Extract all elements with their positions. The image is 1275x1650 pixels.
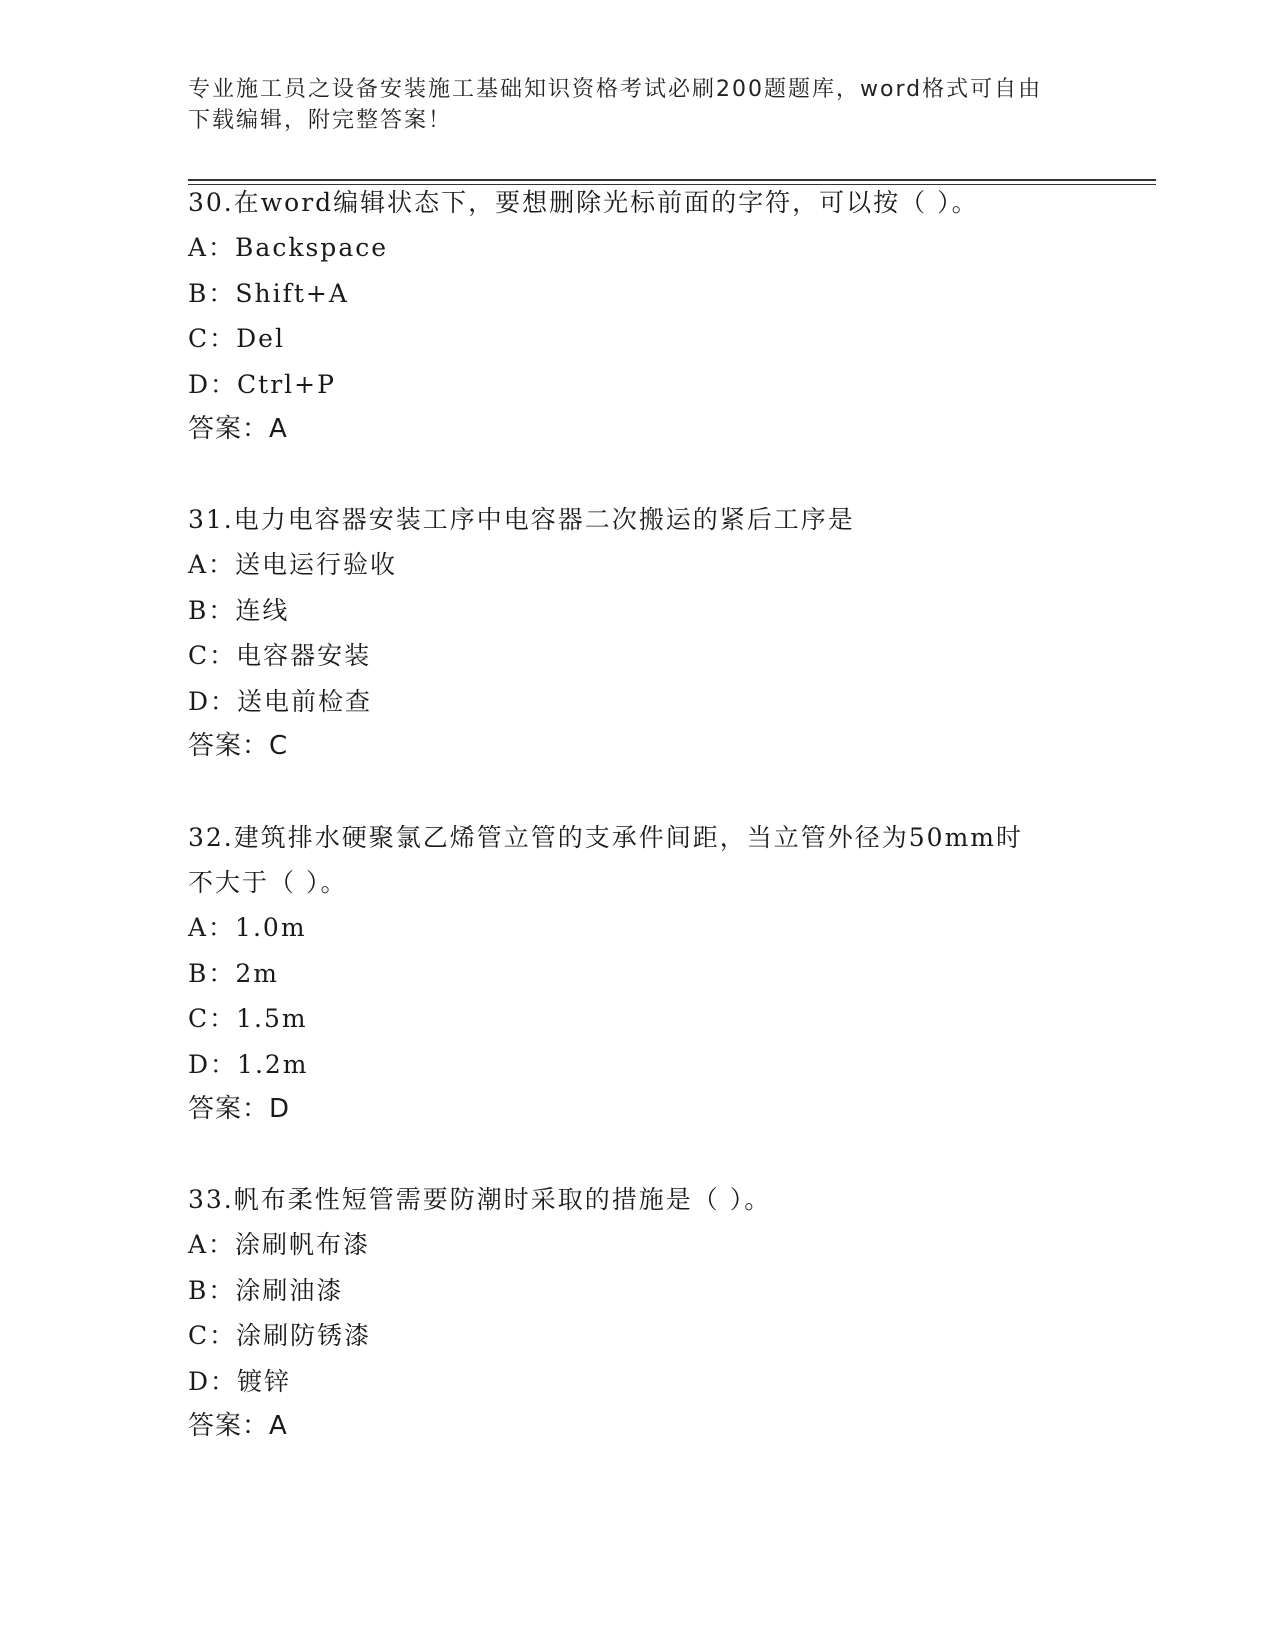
question-stem-line-2: 不大于（ ）。 [188, 868, 348, 897]
option-b: B：Shift+A [188, 278, 349, 308]
option-a: A：送电运行验收 [188, 550, 398, 579]
option-c: C：电容器安装 [188, 641, 372, 670]
question-31 [188, 497, 1088, 769]
question-stem: 30.在word编辑状态下，要想删除光标前面的字符，可以按（ ）。 [188, 188, 979, 217]
answer: 答案：A [188, 414, 288, 444]
option-a: A：涂刷帆布漆 [188, 1230, 371, 1259]
question-32 [188, 815, 1088, 1132]
question-30 [188, 180, 1088, 452]
option-d: D：1.2m [188, 1049, 309, 1079]
header-line-2: 下载编辑，附完整答案！ [188, 108, 453, 133]
question-33 [188, 1177, 1088, 1449]
option-c: C：1.5m [188, 1004, 308, 1033]
option-b: B：连线 [188, 595, 290, 625]
question-stem: 31.电力电容器安装工序中电容器二次搬运的紧后工序是 [188, 505, 855, 534]
answer: 答案：A [188, 1411, 288, 1441]
option-a: A：1.0m [188, 913, 307, 942]
answer: 答案：C [188, 731, 289, 761]
option-c: C：Del [188, 324, 285, 353]
option-b: B：涂刷油漆 [188, 1275, 344, 1305]
option-d: D：Ctrl+P [188, 369, 336, 399]
document-header [188, 74, 1088, 136]
question-stem: 33.帆布柔性短管需要防潮时采取的措施是（ ）。 [188, 1185, 772, 1214]
option-b: B：2m [188, 958, 279, 988]
answer: 答案：D [188, 1094, 291, 1124]
question-stem-line-1: 32.建筑排水硬聚氯乙烯管立管的支承件间距，当立管外径为50mm时 [188, 823, 1023, 852]
option-d: D：镀锌 [188, 1366, 292, 1396]
header-line-1: 专业施工员之设备安装施工基础知识资格考试必刷200题题库，word格式可自由 [188, 77, 1043, 102]
option-a: A：Backspace [188, 233, 389, 262]
option-d: D：送电前检查 [188, 686, 373, 716]
option-c: C：涂刷防锈漆 [188, 1321, 372, 1350]
